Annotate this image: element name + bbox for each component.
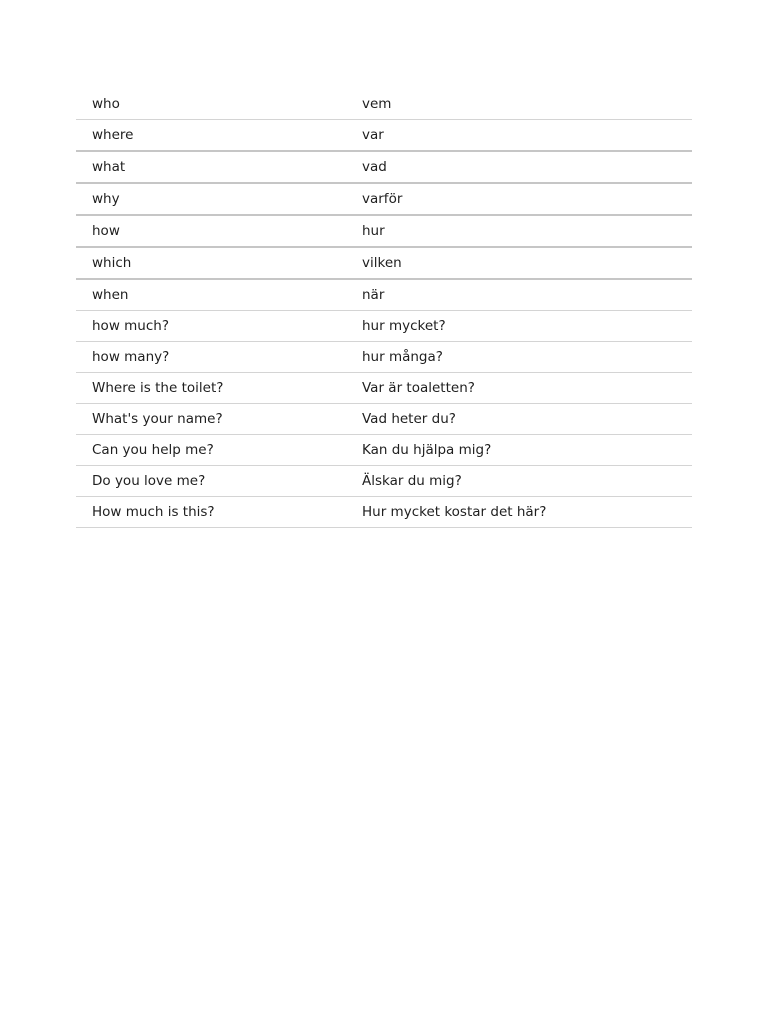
swedish-phrase: varför (346, 183, 692, 215)
table-row (76, 404, 692, 435)
table-row (76, 311, 692, 342)
english-phrase: Do you love me? (76, 466, 346, 497)
table-row (76, 435, 692, 466)
english-phrase: How much is this? (76, 497, 346, 528)
phrase-table (76, 89, 692, 528)
swedish-phrase: Kan du hjälpa mig? (346, 435, 692, 466)
english-phrase: how (76, 215, 346, 247)
swedish-phrase: hur många? (346, 342, 692, 373)
swedish-phrase: när (346, 279, 692, 311)
table-row (76, 342, 692, 373)
english-phrase: which (76, 247, 346, 279)
table-row (76, 120, 692, 152)
english-phrase: why (76, 183, 346, 215)
english-phrase: where (76, 120, 346, 152)
table-row (76, 247, 692, 279)
table-row (76, 373, 692, 404)
swedish-phrase: Hur mycket kostar det här? (346, 497, 692, 528)
table-row (76, 89, 692, 120)
phrase-table-body (76, 89, 692, 528)
english-phrase: who (76, 89, 346, 120)
swedish-phrase: var (346, 120, 692, 152)
table-row (76, 466, 692, 497)
english-phrase: when (76, 279, 346, 311)
english-phrase: Where is the toilet? (76, 373, 346, 404)
english-phrase: Can you help me? (76, 435, 346, 466)
table-row (76, 183, 692, 215)
table-row (76, 497, 692, 528)
table-row (76, 279, 692, 311)
english-phrase: what (76, 151, 346, 183)
swedish-phrase: Älskar du mig? (346, 466, 692, 497)
swedish-phrase: hur (346, 215, 692, 247)
swedish-phrase: vilken (346, 247, 692, 279)
swedish-phrase: vem (346, 89, 692, 120)
table-row (76, 215, 692, 247)
english-phrase: how many? (76, 342, 346, 373)
english-phrase: What's your name? (76, 404, 346, 435)
swedish-phrase: Vad heter du? (346, 404, 692, 435)
english-phrase: how much? (76, 311, 346, 342)
swedish-phrase: Var är toaletten? (346, 373, 692, 404)
swedish-phrase: vad (346, 151, 692, 183)
swedish-phrase: hur mycket? (346, 311, 692, 342)
table-row (76, 151, 692, 183)
